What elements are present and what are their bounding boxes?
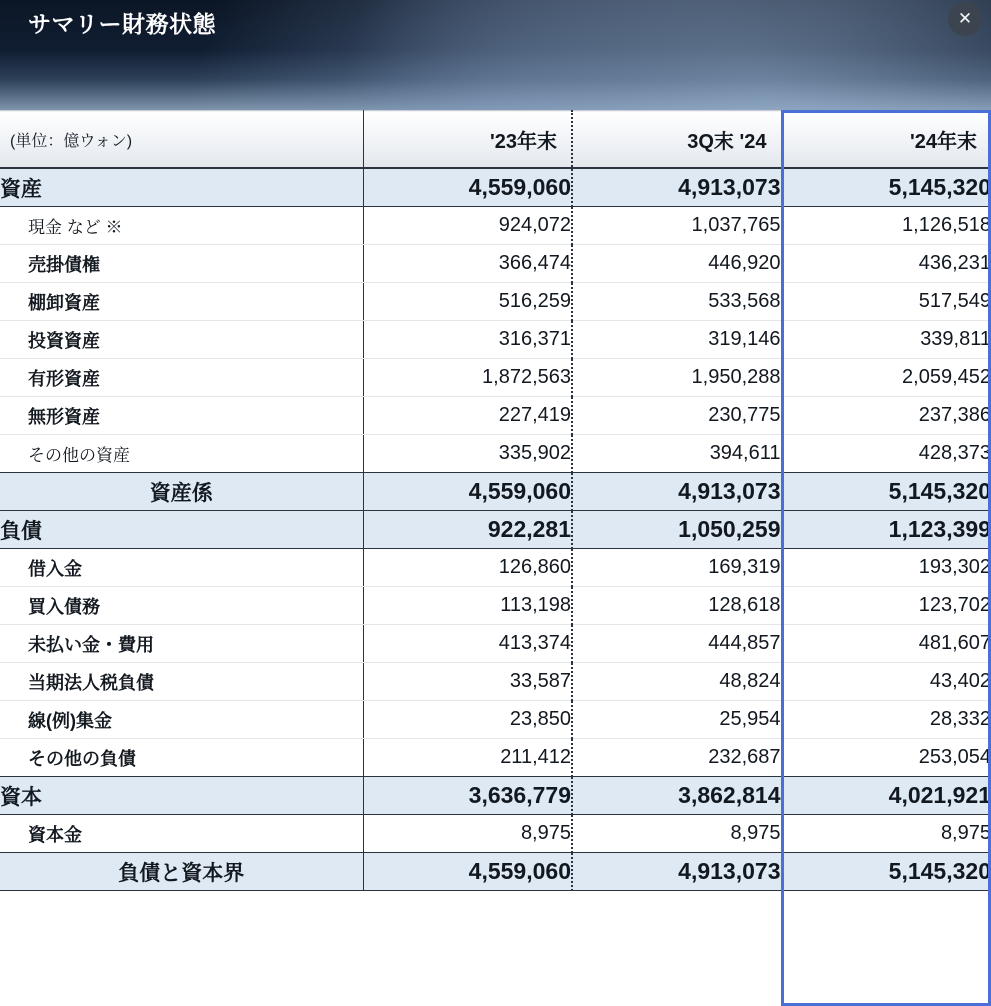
row-value-0: 335,902: [363, 435, 572, 473]
row-value-2: 436,231: [781, 245, 991, 283]
row-value-1: 444,857: [572, 625, 781, 663]
table-row: [0, 701, 991, 739]
row-label: 当期法人税負債: [0, 663, 363, 701]
financial-position-table: [0, 110, 991, 891]
row-label: 買入債務: [0, 587, 363, 625]
row-label: 資本: [0, 777, 363, 815]
row-value-0: 4,559,060: [363, 853, 572, 891]
row-value-2: 1,123,399: [781, 511, 991, 549]
row-value-0: 8,975: [363, 815, 572, 853]
row-value-1: 4,913,073: [572, 853, 781, 891]
row-value-1: 394,611: [572, 435, 781, 473]
row-value-0: 922,281: [363, 511, 572, 549]
row-value-0: 413,374: [363, 625, 572, 663]
table-row: [0, 435, 991, 473]
column-header-2: '24年末: [781, 111, 991, 169]
row-value-2: 5,145,320: [781, 853, 991, 891]
row-value-0: 3,636,779: [363, 777, 572, 815]
row-value-2: 517,549: [781, 283, 991, 321]
row-value-2: 5,145,320: [781, 473, 991, 511]
row-label: その他の資産: [0, 435, 363, 473]
row-label: 負債: [0, 511, 363, 549]
row-value-1: 25,954: [572, 701, 781, 739]
row-value-2: 237,386: [781, 397, 991, 435]
row-value-2: 123,702: [781, 587, 991, 625]
table-row: [0, 359, 991, 397]
row-label: 資産係: [0, 473, 363, 511]
row-value-0: 1,872,563: [363, 359, 572, 397]
table-row: [0, 853, 991, 891]
row-label: 未払い金・費用: [0, 625, 363, 663]
row-label: 無形資産: [0, 397, 363, 435]
row-value-1: 230,775: [572, 397, 781, 435]
row-value-0: 211,412: [363, 739, 572, 777]
row-label: 負債と資本界: [0, 853, 363, 891]
row-value-1: 48,824: [572, 663, 781, 701]
row-value-2: 43,402: [781, 663, 991, 701]
row-value-2: 4,021,921: [781, 777, 991, 815]
row-label: 有形資産: [0, 359, 363, 397]
row-value-1: 1,037,765: [572, 207, 781, 245]
row-value-1: 1,950,288: [572, 359, 781, 397]
row-value-2: 339,811: [781, 321, 991, 359]
row-label: 棚卸資産: [0, 283, 363, 321]
row-value-0: 516,259: [363, 283, 572, 321]
table-body: [0, 168, 991, 891]
table-row: [0, 207, 991, 245]
row-value-1: 319,146: [572, 321, 781, 359]
table-row: [0, 549, 991, 587]
row-label: 売掛債権: [0, 245, 363, 283]
row-label: 投資資産: [0, 321, 363, 359]
row-value-0: 33,587: [363, 663, 572, 701]
row-value-1: 8,975: [572, 815, 781, 853]
column-header-0: '23年末: [363, 111, 572, 169]
table-row: [0, 473, 991, 511]
row-value-0: 23,850: [363, 701, 572, 739]
row-value-0: 4,559,060: [363, 473, 572, 511]
row-label: 線(例)集金: [0, 701, 363, 739]
row-value-2: 8,975: [781, 815, 991, 853]
table-row: [0, 397, 991, 435]
table-row: [0, 815, 991, 853]
row-value-1: 232,687: [572, 739, 781, 777]
unit-label: (単位：億ウォン): [0, 111, 363, 169]
row-value-1: 4,913,073: [572, 473, 781, 511]
row-value-1: 169,319: [572, 549, 781, 587]
row-value-0: 924,072: [363, 207, 572, 245]
table-row: [0, 663, 991, 701]
table-header-row: [0, 111, 991, 169]
row-value-2: 428,373: [781, 435, 991, 473]
row-label: 資本金: [0, 815, 363, 853]
financial-table-wrap: [0, 110, 991, 891]
row-value-2: 193,302: [781, 549, 991, 587]
row-value-0: 366,474: [363, 245, 572, 283]
row-value-0: 113,198: [363, 587, 572, 625]
row-value-0: 4,559,060: [363, 168, 572, 207]
row-value-0: 126,860: [363, 549, 572, 587]
row-value-1: 128,618: [572, 587, 781, 625]
table-row: [0, 245, 991, 283]
column-header-1: 3Q末 '24: [572, 111, 781, 169]
table-row: [0, 739, 991, 777]
table-row: [0, 321, 991, 359]
header-banner: [0, 0, 991, 110]
row-value-2: 28,332: [781, 701, 991, 739]
table-row: [0, 625, 991, 663]
table-row: [0, 283, 991, 321]
row-value-0: 316,371: [363, 321, 572, 359]
table-row: [0, 587, 991, 625]
table-row: [0, 168, 991, 207]
row-value-2: 1,126,518: [781, 207, 991, 245]
row-value-1: 1,050,259: [572, 511, 781, 549]
row-value-2: 5,145,320: [781, 168, 991, 207]
row-value-1: 3,862,814: [572, 777, 781, 815]
row-label: 資産: [0, 168, 363, 207]
page-title: サマリー財務状態: [28, 11, 216, 37]
table-row: [0, 511, 991, 549]
row-value-2: 253,054: [781, 739, 991, 777]
row-value-2: 481,607: [781, 625, 991, 663]
row-value-1: 446,920: [572, 245, 781, 283]
row-value-1: 533,568: [572, 283, 781, 321]
row-value-1: 4,913,073: [572, 168, 781, 207]
row-label: 借入金: [0, 549, 363, 587]
row-label: 現金 など ※: [0, 207, 363, 245]
close-icon[interactable]: ✕: [948, 2, 982, 36]
row-label: その他の負債: [0, 739, 363, 777]
row-value-0: 227,419: [363, 397, 572, 435]
table-row: [0, 777, 991, 815]
row-value-2: 2,059,452: [781, 359, 991, 397]
